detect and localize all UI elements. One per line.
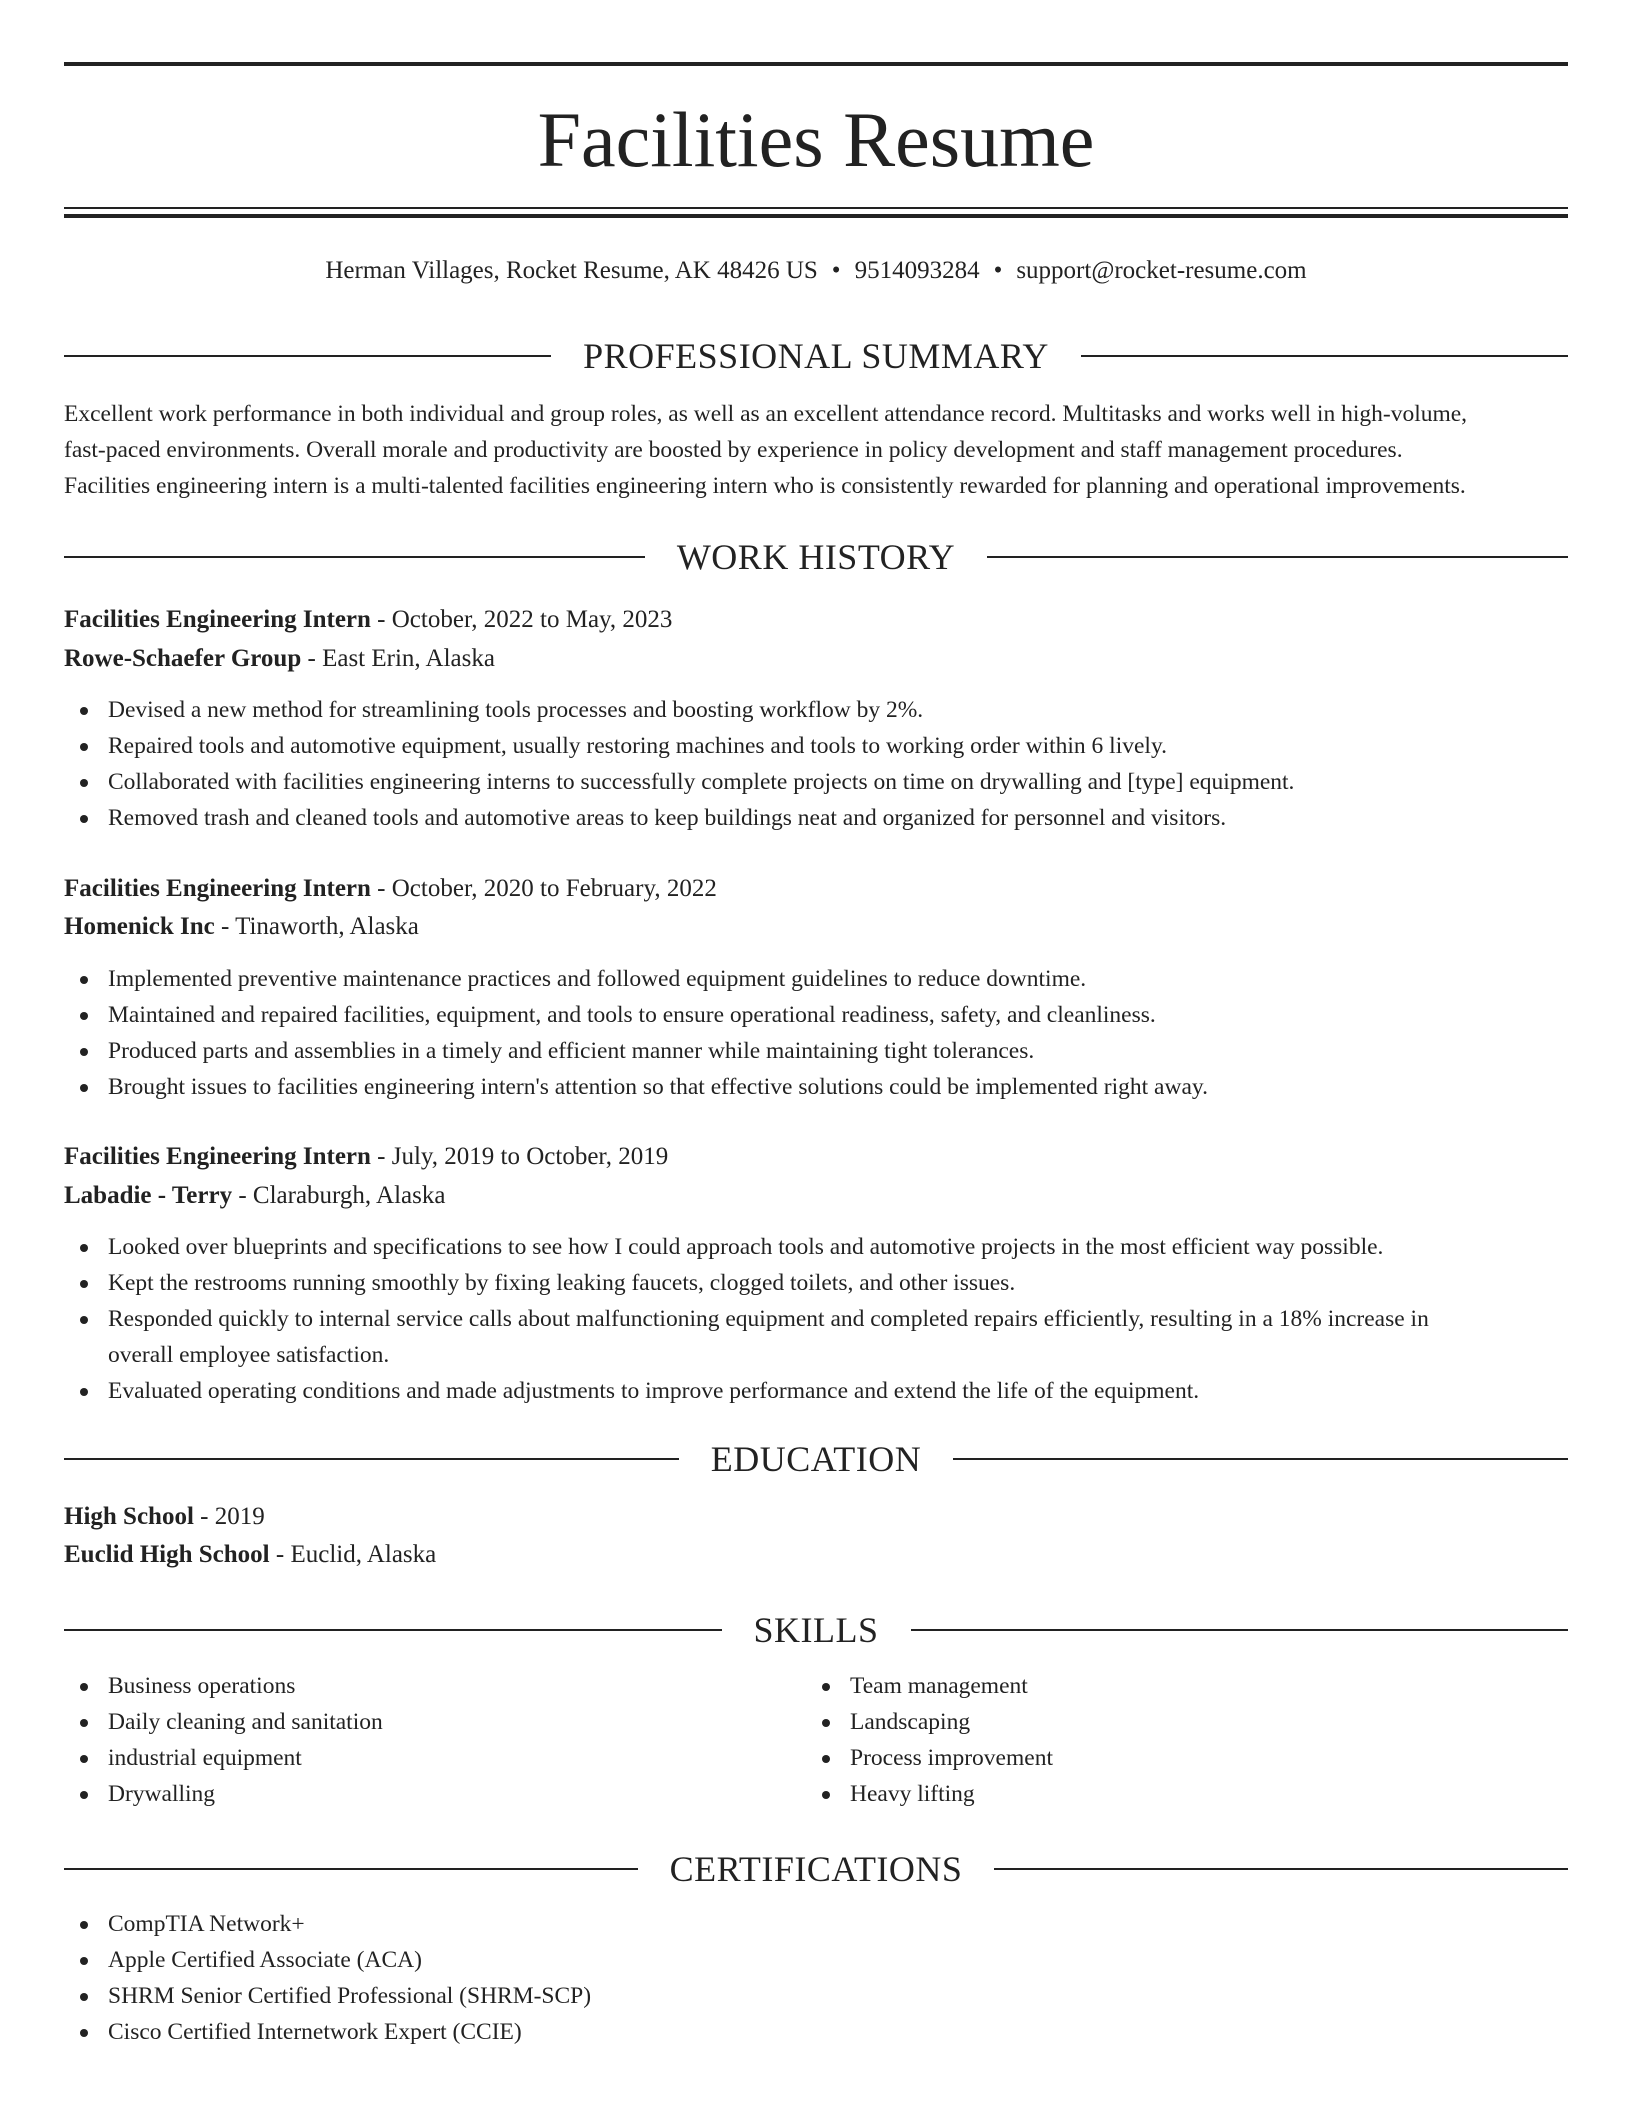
title-double-rule bbox=[64, 207, 1568, 218]
job-title: Facilities Engineering Intern bbox=[64, 875, 371, 902]
list-item: Produced parts and assemblies in a timely and efficient manner while maintaining tight tolerances. bbox=[64, 1033, 1568, 1069]
section-header-certifications bbox=[64, 1847, 1568, 1891]
job-company-line bbox=[64, 641, 1568, 677]
list-item: Process improvement bbox=[806, 1740, 1632, 1776]
list-item: Maintained and repaired facilities, equipment, and tools to ensure operational readiness, safety, and cleanliness. bbox=[64, 997, 1568, 1033]
section-title: WORK HISTORY bbox=[676, 537, 956, 577]
job-bullets bbox=[64, 692, 1568, 836]
list-item bbox=[64, 1301, 1568, 1373]
section-title: EDUCATION bbox=[710, 1439, 922, 1479]
contact-separator: • bbox=[831, 257, 841, 284]
contact-phone: 9514093284 bbox=[854, 257, 980, 284]
list-item: Implemented preventive maintenance practices and followed equipment guidelines to reduce downtime. bbox=[64, 961, 1568, 997]
top-rule bbox=[64, 62, 1568, 66]
education-school: Euclid High School bbox=[64, 1541, 270, 1568]
job-location: - Claraburgh, Alaska bbox=[232, 1182, 446, 1209]
certifications-list bbox=[64, 1906, 1568, 2050]
job-company-line bbox=[64, 1178, 1568, 1214]
job-dates: - July, 2019 to October, 2019 bbox=[370, 1143, 669, 1170]
section-header-work-history bbox=[64, 535, 1568, 579]
section-rule bbox=[987, 556, 1568, 558]
job-location: - Tinaworth, Alaska bbox=[214, 913, 419, 940]
contact-line bbox=[64, 254, 1568, 288]
section-rule bbox=[64, 1458, 679, 1460]
job-company: Labadie - Terry bbox=[64, 1182, 233, 1209]
list-item: Devised a new method for streamlining tools processes and boosting workflow by 2%. bbox=[64, 692, 1568, 728]
job-title: Facilities Engineering Intern bbox=[64, 606, 371, 633]
section-rule bbox=[994, 1868, 1568, 1870]
list-item-text: Responded quickly to internal service calls about malfunctioning equipment and completed repairs efficiently, resulting in a 18% increase in bbox=[108, 1306, 1429, 1332]
education-degree-line bbox=[64, 1499, 1568, 1535]
job-location: - East Erin, Alaska bbox=[301, 645, 495, 672]
list-item: SHRM Senior Certified Professional (SHRM-SCP) bbox=[64, 1978, 1568, 2014]
education-school-line bbox=[64, 1537, 1568, 1573]
contact-email: support@rocket-resume.com bbox=[1016, 257, 1307, 284]
section-rule bbox=[1081, 355, 1568, 357]
job-company: Rowe-Schaefer Group bbox=[64, 645, 302, 672]
job-dates: - October, 2022 to May, 2023 bbox=[370, 606, 673, 633]
contact-address: Herman Villages, Rocket Resume, AK 48426 US bbox=[325, 257, 818, 284]
list-item: Business operations bbox=[64, 1668, 1568, 1704]
section-rule bbox=[64, 355, 551, 357]
job-bullets bbox=[64, 961, 1568, 1105]
list-item: industrial equipment bbox=[64, 1740, 1568, 1776]
job-bullets bbox=[64, 1229, 1568, 1409]
section-title: CERTIFICATIONS bbox=[669, 1849, 963, 1889]
section-rule bbox=[64, 1868, 638, 1870]
skills-list-right bbox=[806, 1668, 1632, 1812]
education-degree: High School bbox=[64, 1503, 194, 1530]
list-item: Removed trash and cleaned tools and automotive areas to keep buildings neat and organized for personnel and visitors. bbox=[64, 800, 1568, 836]
job-title-line bbox=[64, 871, 1568, 907]
job-company-line bbox=[64, 909, 1568, 945]
job-title: Facilities Engineering Intern bbox=[64, 1143, 371, 1170]
list-item: Daily cleaning and sanitation bbox=[64, 1704, 1568, 1740]
job-dates: - October, 2020 to February, 2022 bbox=[370, 875, 717, 902]
section-header-summary bbox=[64, 334, 1568, 378]
education-year: - 2019 bbox=[193, 1503, 265, 1530]
section-title: SKILLS bbox=[753, 1610, 879, 1650]
section-header-education bbox=[64, 1437, 1568, 1481]
list-item: CompTIA Network+ bbox=[64, 1906, 1568, 1942]
section-header-skills bbox=[64, 1608, 1568, 1652]
list-item: Cisco Certified Internetwork Expert (CCIE) bbox=[64, 2014, 1568, 2050]
list-item: Brought issues to facilities engineering intern's attention so that effective solutions could be implemented right away. bbox=[64, 1069, 1568, 1105]
section-title: PROFESSIONAL SUMMARY bbox=[583, 336, 1049, 376]
list-item-text: overall employee satisfaction. bbox=[108, 1342, 390, 1368]
section-rule bbox=[64, 556, 645, 558]
list-item: Kept the restrooms running smoothly by fixing leaking faucets, clogged toilets, and other issues. bbox=[64, 1265, 1568, 1301]
summary-text bbox=[64, 396, 1568, 504]
job-company: Homenick Inc bbox=[64, 913, 215, 940]
summary-line: Facilities engineering intern is a multi-talented facilities engineering intern who is consistently rewarded for planning and operational improvements. bbox=[64, 473, 1466, 499]
section-rule bbox=[911, 1629, 1569, 1631]
job-title-line bbox=[64, 1139, 1568, 1175]
job-title-line bbox=[64, 602, 1568, 638]
list-item: Drywalling bbox=[64, 1776, 1568, 1812]
list-item: Apple Certified Associate (ACA) bbox=[64, 1942, 1568, 1978]
list-item: Team management bbox=[806, 1668, 1632, 1704]
list-item: Landscaping bbox=[806, 1704, 1632, 1740]
list-item: Evaluated operating conditions and made adjustments to improve performance and extend the life of the equipment. bbox=[64, 1373, 1568, 1409]
list-item: Looked over blueprints and specifications to see how I could approach tools and automotive projects in the most efficient way possible. bbox=[64, 1229, 1568, 1265]
list-item: Heavy lifting bbox=[806, 1776, 1632, 1812]
resume-title: Facilities Resume bbox=[537, 96, 1095, 183]
section-rule bbox=[953, 1458, 1568, 1460]
summary-line: fast-paced environments. Overall morale and productivity are boosted by experience in policy development and staff management procedures. bbox=[64, 437, 1403, 463]
contact-separator: • bbox=[993, 257, 1003, 284]
list-item: Collaborated with facilities engineering interns to successfully complete projects on time on drywalling and [type] equipment. bbox=[64, 764, 1568, 800]
list-item: Repaired tools and automotive equipment, usually restoring machines and tools to working order within 6 lively. bbox=[64, 728, 1568, 764]
section-rule bbox=[64, 1629, 722, 1631]
summary-line: Excellent work performance in both individual and group roles, as well as an excellent attendance record. Multitasks and works well in high-volume, bbox=[64, 401, 1468, 427]
education-location: - Euclid, Alaska bbox=[269, 1541, 437, 1568]
